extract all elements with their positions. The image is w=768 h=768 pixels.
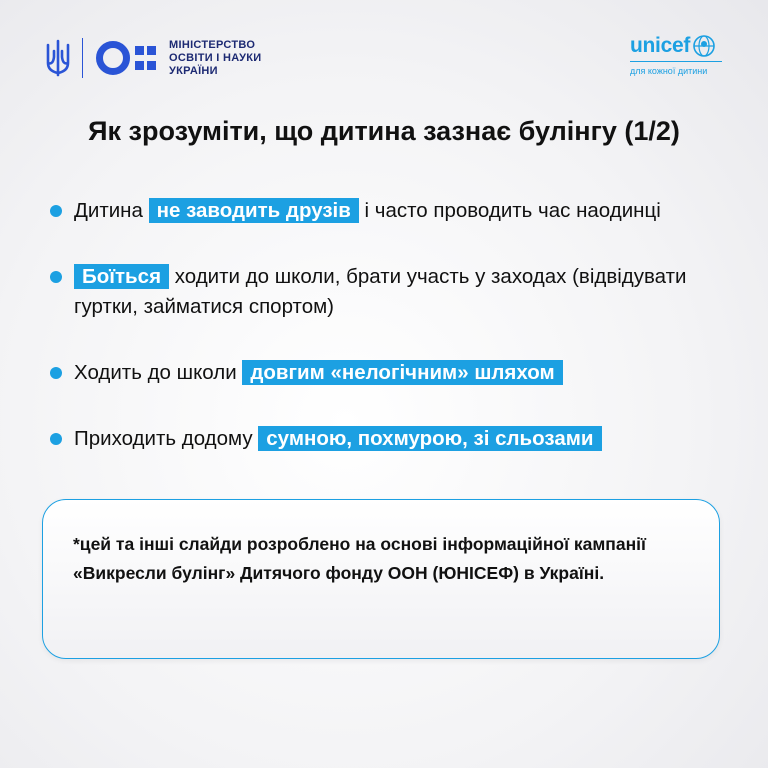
bullet-highlight: не заводить друзів bbox=[149, 198, 359, 223]
note-box bbox=[42, 499, 720, 659]
bullet-text-before: Дитина bbox=[74, 199, 149, 222]
bullet-highlight: Боїться bbox=[74, 264, 169, 289]
logo-divider bbox=[82, 38, 83, 78]
note-text: *цей та інші слайди розроблено на основі інформаційної кампанії «Викресли булінг» Дитячого фонду ООН (ЮНІСЕФ) в Україні. bbox=[73, 534, 646, 583]
bullet-text-before: Ходить до школи bbox=[74, 361, 243, 384]
bullet-highlight: довгим «нелогічним» шляхом bbox=[242, 360, 562, 385]
bullet-highlight: сумною, похмурою, зі сльозами bbox=[258, 426, 601, 451]
page-title: Як зрозуміти, що дитина зазнає булінгу (1/2) bbox=[88, 116, 680, 146]
unicef-wordmark: unicef bbox=[630, 34, 691, 57]
trident-icon bbox=[44, 39, 72, 77]
bullet-dot-icon bbox=[50, 367, 62, 379]
list-item bbox=[50, 262, 730, 322]
bullet-text-before: Приходить додому bbox=[74, 427, 259, 450]
ministry-name bbox=[169, 39, 261, 78]
ministry-line-3: УКРАЇНИ bbox=[169, 64, 218, 77]
bullet-dot-icon bbox=[50, 205, 62, 217]
bullet-text-after: і часто проводить час наодинці bbox=[358, 199, 661, 222]
ministry-line-1: МІНІСТЕРСТВО bbox=[169, 38, 256, 51]
unicef-globe-icon bbox=[692, 34, 716, 58]
list-item bbox=[50, 358, 730, 388]
bullet-dot-icon bbox=[50, 433, 62, 445]
list-item bbox=[50, 424, 730, 454]
unicef-logo bbox=[630, 34, 722, 76]
bullet-list bbox=[50, 196, 730, 454]
bullet-text-after: ходити до школи, брати участь у заходах (відвідувати гуртки, займатися спортом) bbox=[74, 265, 687, 318]
bullet-dot-icon bbox=[50, 271, 62, 283]
unicef-tagline: для кожної дитини bbox=[630, 66, 708, 76]
ministry-symbol-icon bbox=[95, 38, 159, 78]
list-item bbox=[50, 196, 730, 226]
ministry-mark bbox=[95, 38, 261, 78]
unicef-underline bbox=[630, 61, 722, 62]
ministry-logo bbox=[44, 38, 261, 78]
ministry-line-2: ОСВІТИ І НАУКИ bbox=[169, 51, 262, 64]
